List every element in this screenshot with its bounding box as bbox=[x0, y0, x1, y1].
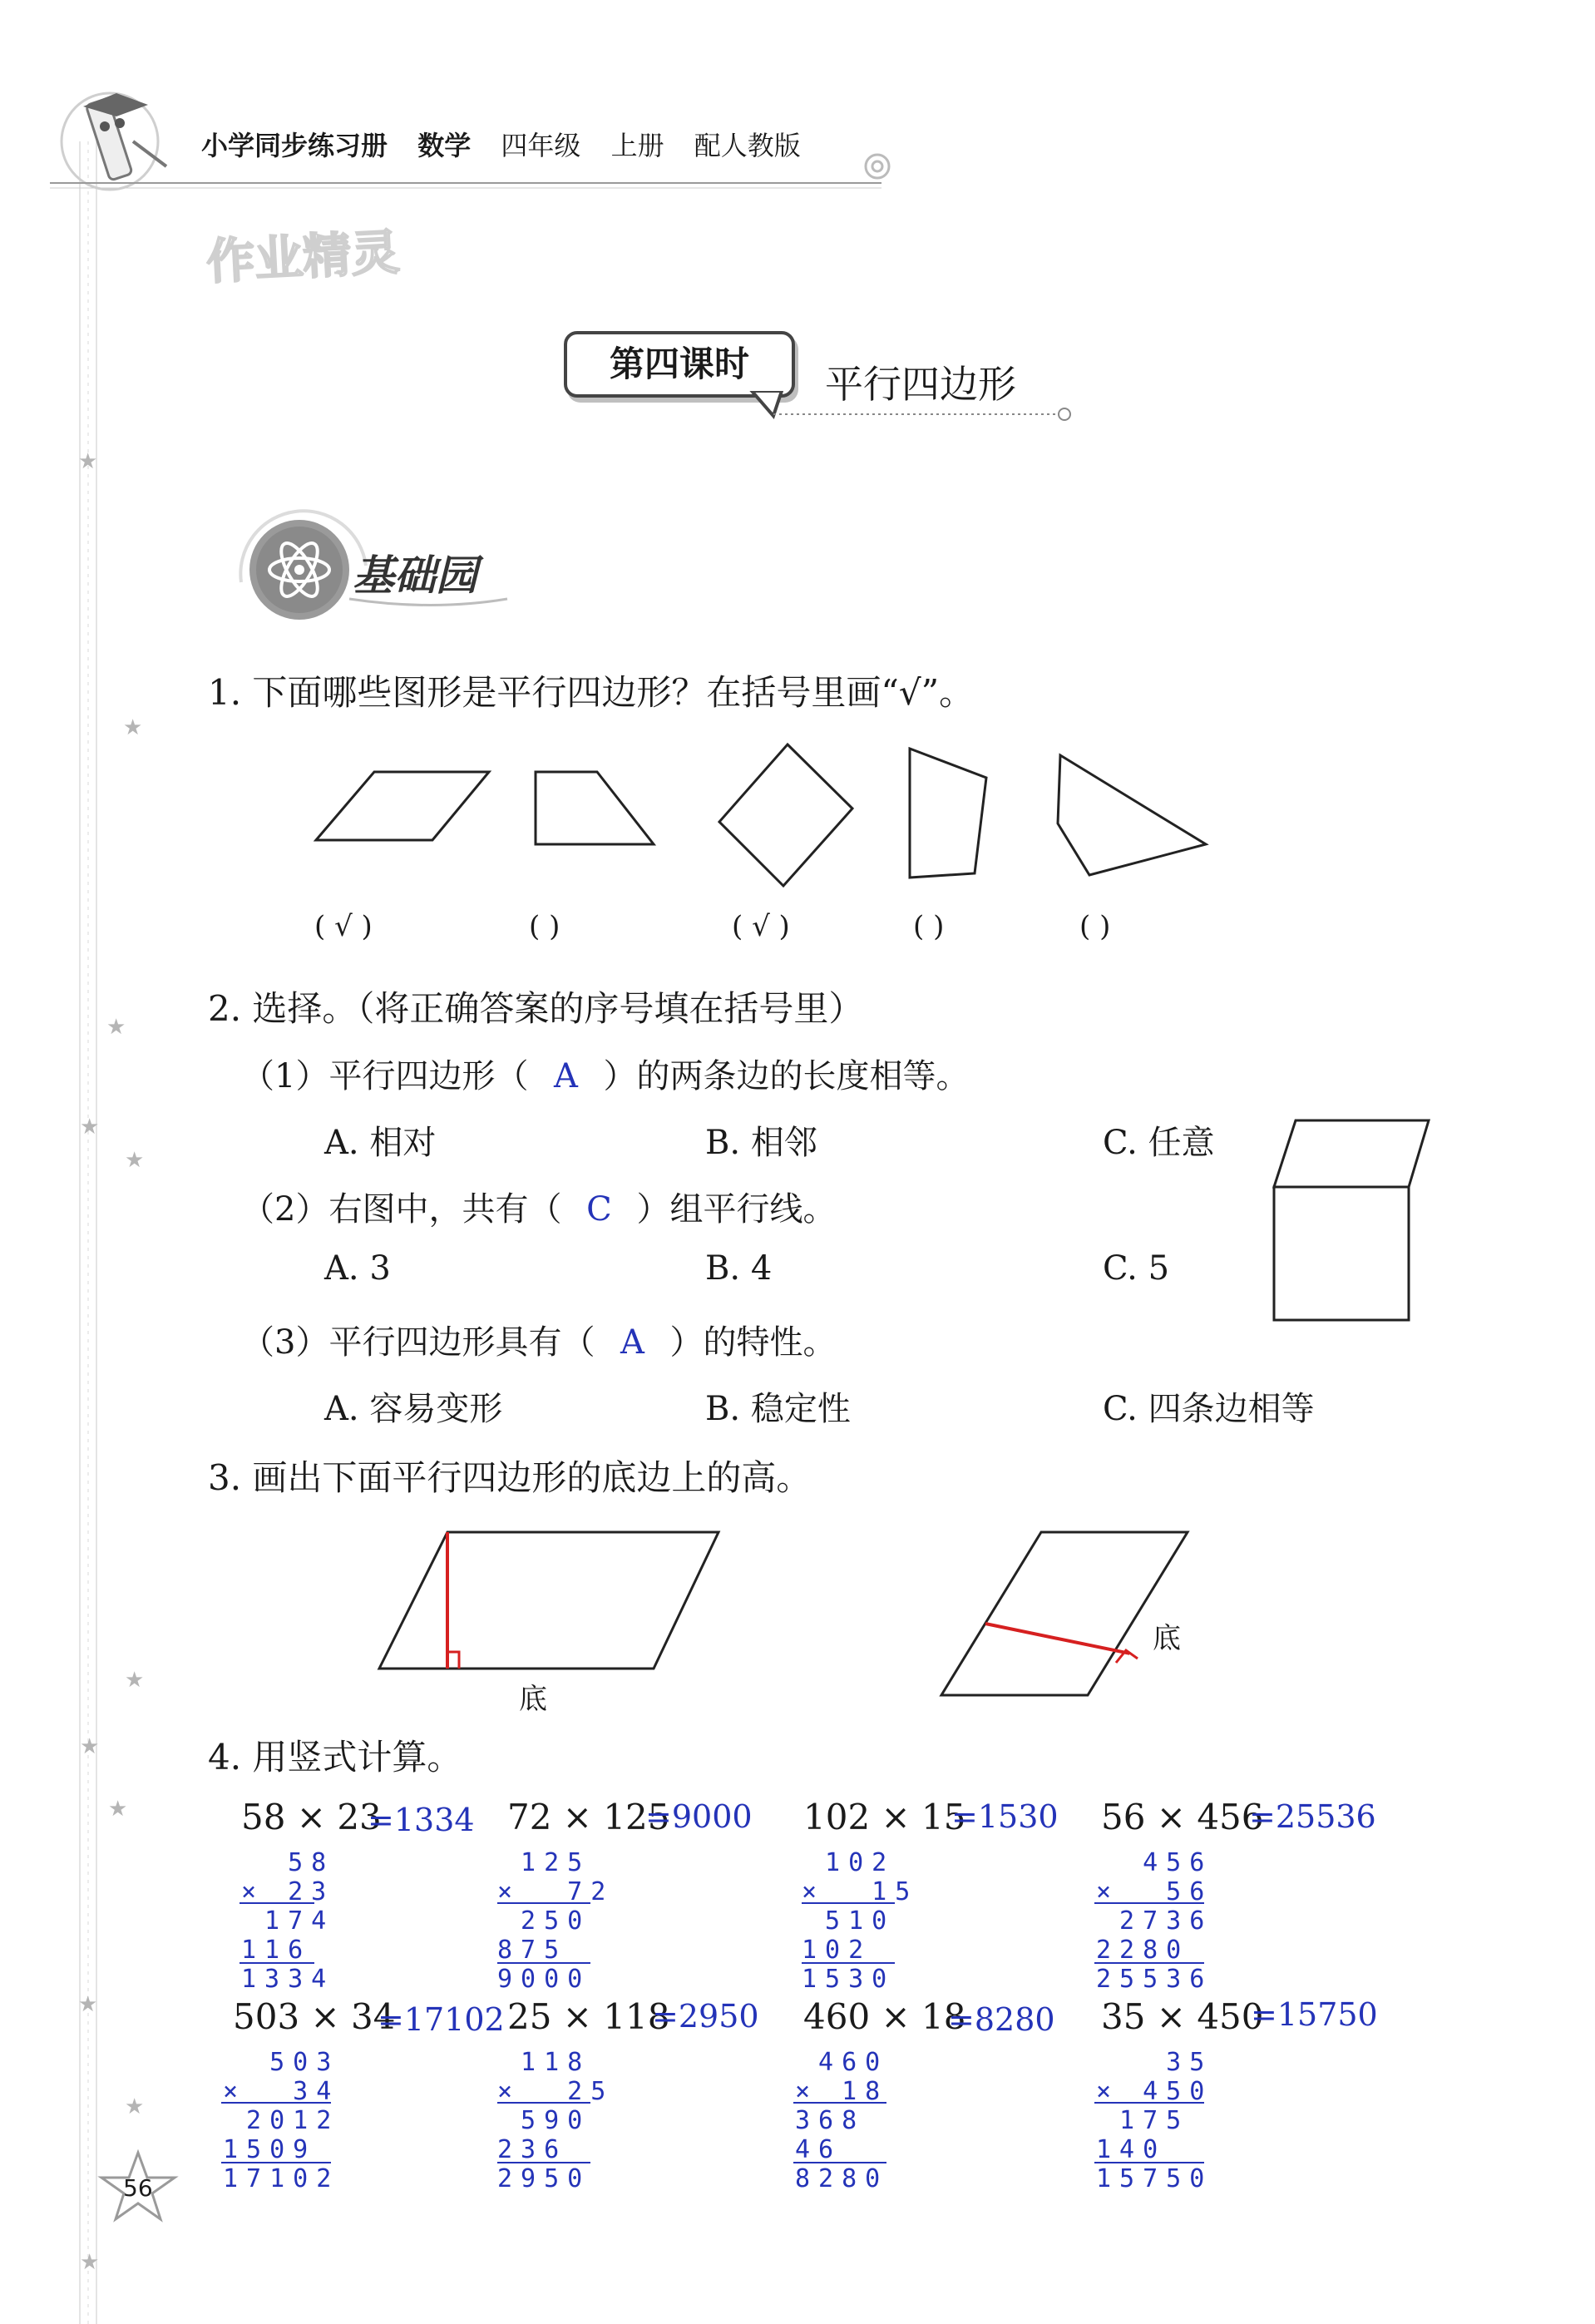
q2-item-1-pre: （1）平行四边形（ bbox=[241, 1057, 529, 1095]
q1-shapes bbox=[274, 732, 1239, 898]
calc-answer-3: =1530 bbox=[951, 1798, 1059, 1835]
calc-rules-1 bbox=[239, 1848, 339, 1998]
q2-item-1-option-c: C. 任意 bbox=[1103, 1124, 1215, 1162]
star-icon: ★ bbox=[125, 1668, 145, 1693]
q2-item-3-option-a: A. 容易变形 bbox=[324, 1390, 503, 1428]
calc-expr-8: 35 × 450 bbox=[1101, 1996, 1264, 2037]
calc-rules-6 bbox=[497, 2048, 614, 2198]
page-number: 56 bbox=[123, 2174, 153, 2202]
q1-answer-2: ( ) bbox=[529, 910, 560, 943]
calc-answer-6: =2950 bbox=[652, 1998, 759, 2035]
q1-prompt: 1. 下面哪些图形是平行四边形？在括号里画“√”。 bbox=[208, 672, 975, 713]
q3-parallelogram-right bbox=[923, 1514, 1222, 1713]
q2-item-1-answer: A bbox=[554, 1057, 578, 1095]
q2-item-1-option-a: A. 相对 bbox=[324, 1124, 437, 1162]
calc-answer-7: =8280 bbox=[948, 2001, 1055, 2038]
calc-work-1: 58 × 23 174 116 1334 bbox=[241, 1848, 335, 1994]
calc-answer-2: =9000 bbox=[645, 1798, 753, 1835]
calc-rules-8 bbox=[1094, 2048, 1227, 2198]
q2-item-2 bbox=[241, 1183, 836, 1230]
q3-prompt: 3. 画出下面平行四边形的底边上的高。 bbox=[208, 1457, 812, 1498]
calc-rules-3 bbox=[802, 1848, 918, 1998]
section-title: 基础园 bbox=[353, 551, 477, 600]
star-icon: ★ bbox=[78, 1992, 98, 2017]
book-title: 小学同步练习册 bbox=[201, 130, 388, 161]
q2-item-2-pre: （2）右图中，共有（ bbox=[241, 1190, 562, 1229]
calc-expr-2: 72 × 125 bbox=[507, 1797, 670, 1837]
calc-work-4: 456 × 56 2736 2280 25536 bbox=[1096, 1848, 1213, 1994]
trapezoid-shape bbox=[910, 749, 986, 878]
q4-prompt: 4. 用竖式计算。 bbox=[208, 1737, 462, 1778]
q2-item-2-option-a: A. 3 bbox=[324, 1249, 391, 1288]
trapezoid-shape bbox=[536, 772, 654, 844]
q2-prompt: 2. 选择。（将正确答案的序号填在括号里） bbox=[208, 988, 864, 1029]
q2-item-1 bbox=[241, 1050, 969, 1097]
star-icon: ★ bbox=[123, 715, 143, 740]
lesson-title: 平行四边形 bbox=[825, 362, 1016, 407]
calc-answer-8: =15750 bbox=[1251, 1996, 1378, 2033]
parallelogram-shape bbox=[316, 772, 489, 840]
q2-item-3-option-c: C. 四条边相等 bbox=[1103, 1390, 1315, 1428]
calc-rules-5 bbox=[221, 2048, 354, 2198]
calc-expr-4: 56 × 456 bbox=[1101, 1797, 1264, 1837]
q2-item-2-post: ）组平行线。 bbox=[636, 1190, 837, 1229]
term: 上册 bbox=[610, 130, 664, 161]
calc-expr-1: 58 × 23 bbox=[241, 1797, 382, 1837]
q2-item-3-post: ）的特性。 bbox=[669, 1323, 837, 1362]
calc-rules-2 bbox=[497, 1848, 614, 1998]
star-icon: ★ bbox=[78, 449, 98, 474]
calc-rules-7 bbox=[793, 2048, 910, 2198]
star-icon: ★ bbox=[108, 1797, 128, 1822]
lesson-badge: 第四课时 bbox=[564, 331, 795, 398]
q1-answer-4: ( ) bbox=[913, 910, 945, 943]
edition: 配人教版 bbox=[694, 130, 801, 161]
star-icon: ★ bbox=[80, 2250, 100, 2275]
cube-figure bbox=[1264, 1110, 1447, 1327]
quadrilateral-shape bbox=[1058, 755, 1206, 875]
calc-expr-6: 25 × 118 bbox=[507, 1996, 670, 2037]
calc-work-5: 503 × 34 2012 1509 17102 bbox=[223, 2048, 340, 2193]
subject: 数学 bbox=[417, 130, 472, 161]
calc-answer-5: =17102 bbox=[378, 2001, 505, 2038]
calc-expr-5: 503 × 34 bbox=[233, 1996, 396, 2037]
calc-rules-4 bbox=[1094, 1848, 1227, 1998]
base-label-right: 底 bbox=[1153, 1622, 1181, 1655]
q1-answer-1: ( √ ) bbox=[314, 910, 373, 943]
q2-item-2-option-c: C. 5 bbox=[1103, 1249, 1170, 1288]
star-icon: ★ bbox=[106, 1015, 126, 1040]
q1-answer-5: ( ) bbox=[1079, 910, 1111, 943]
q2-item-1-option-b: B. 相邻 bbox=[705, 1124, 817, 1162]
base-label-left: 底 bbox=[519, 1683, 547, 1716]
star-icon: ★ bbox=[80, 1115, 100, 1140]
calc-work-7: 460 × 18 368 46 8280 bbox=[795, 2048, 889, 2193]
calc-work-8: 35 × 450 175 140 15750 bbox=[1096, 2048, 1213, 2193]
q3-parallelogram-left bbox=[366, 1514, 748, 1730]
rhombus-shape bbox=[719, 744, 852, 886]
q2-item-3-pre: （3）平行四边形具有（ bbox=[241, 1323, 595, 1362]
q2-item-2-option-b: B. 4 bbox=[705, 1249, 773, 1288]
calc-expr-3: 102 × 15 bbox=[803, 1797, 966, 1837]
q2-item-3-answer: A bbox=[620, 1323, 644, 1362]
star-icon: ★ bbox=[125, 1148, 145, 1173]
calc-work-3: 102 × 15 510 102 1530 bbox=[802, 1848, 919, 1994]
calc-answer-4: =25536 bbox=[1249, 1798, 1376, 1835]
title-underline bbox=[773, 404, 1081, 429]
calc-work-2: 125 × 72 250 875 9000 bbox=[497, 1848, 615, 1994]
q2-item-2-answer: C bbox=[586, 1190, 612, 1229]
star-icon: ★ bbox=[125, 2094, 145, 2119]
calc-expr-7: 460 × 18 bbox=[803, 1996, 966, 2037]
calc-answer-1: =1334 bbox=[368, 1802, 475, 1838]
grade: 四年级 bbox=[501, 130, 581, 161]
star-icon: ★ bbox=[80, 1734, 100, 1759]
watermark: 作业精灵 bbox=[205, 223, 401, 291]
q2-item-3-option-b: B. 稳定性 bbox=[705, 1390, 851, 1428]
q2-item-1-post: ）的两条边的长度相等。 bbox=[603, 1057, 970, 1095]
q1-answer-3: ( √ ) bbox=[732, 910, 790, 943]
q2-item-3 bbox=[241, 1316, 836, 1363]
calc-work-6: 118 × 25 590 236 2950 bbox=[497, 2048, 615, 2193]
